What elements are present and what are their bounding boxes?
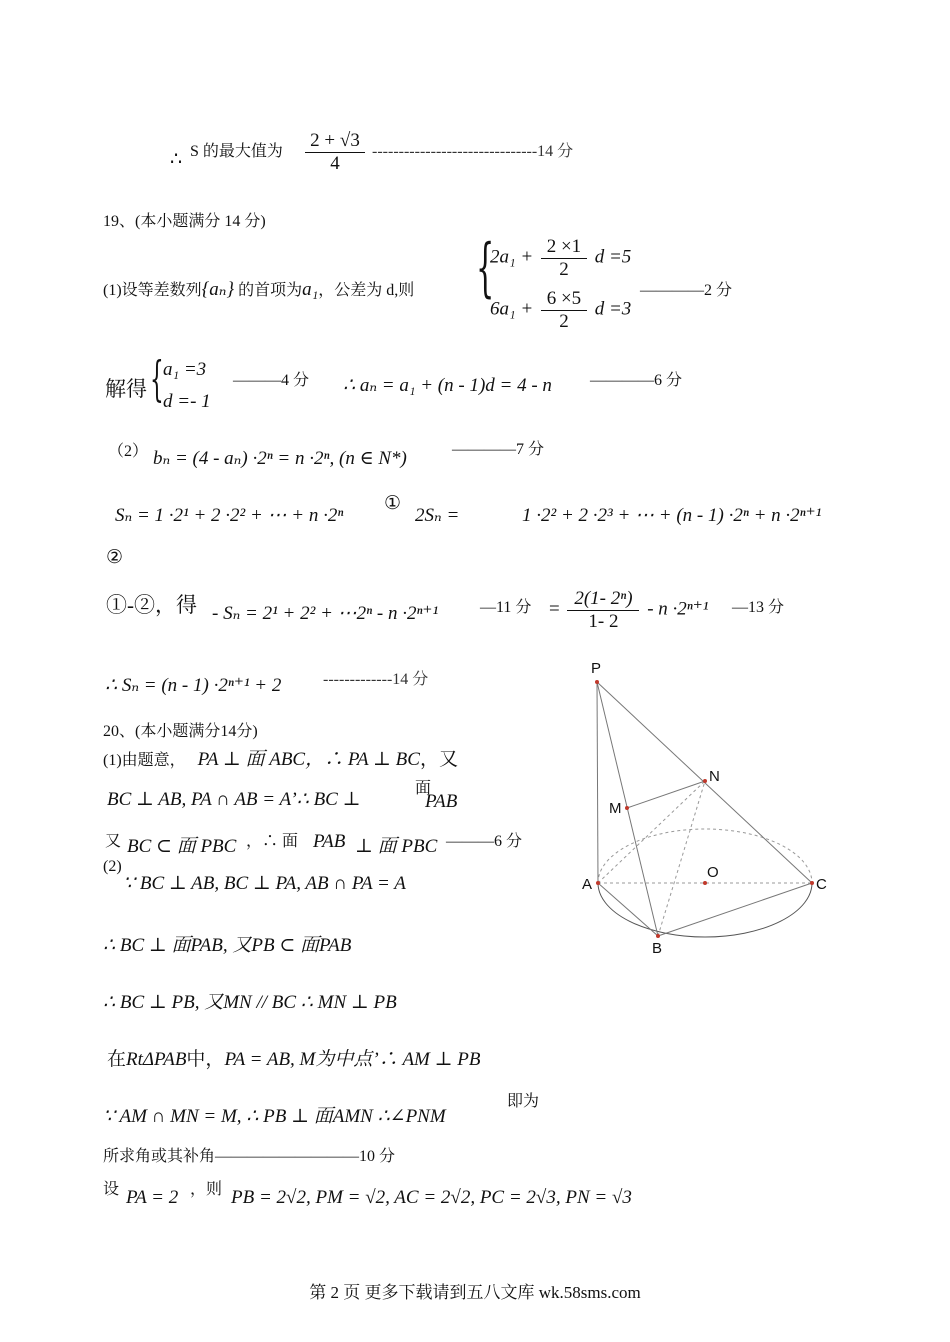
q20-line6: ∴ BC ⊥ PB, 又MN // BC ∴ MN ⊥ PB <box>103 992 397 1013</box>
l3-bc-subset: BC ⊂ 面 PBC <box>127 836 237 857</box>
label-P: P <box>591 660 602 677</box>
l7-zhong: 中， <box>186 1049 225 1070</box>
frac-tail: - n ·2ⁿ⁺¹ <box>647 598 709 620</box>
score-14-a: -------------------------------14 分 <box>372 143 574 160</box>
q20-line1 <box>103 744 458 771</box>
l1-you: ，又 <box>419 749 458 770</box>
l7-eq: PA = AB, M <box>224 1049 316 1070</box>
label-N: N <box>709 768 720 785</box>
solution-brace: { <box>150 351 164 407</box>
a1-symbol: a₁ <box>302 279 319 300</box>
l10-she: 设 <box>103 1181 120 1198</box>
point-N <box>703 779 707 783</box>
edge-AB <box>598 883 658 936</box>
sn-formula: Sₙ = 1 ·2¹ + 2 ·2² + ⋯ + n ·2ⁿ <box>115 505 344 526</box>
q19-p1-text: (1)设等差数列 <box>103 282 202 299</box>
q20-line8: ∵ AM ∩ MN = M, ∴ PB ⊥ 面AMN ∴∠PNM <box>103 1106 446 1127</box>
frac-num: 2(1- 2ⁿ) <box>567 588 639 611</box>
ellipse-back <box>598 829 812 883</box>
point-P <box>595 680 599 684</box>
two-sn-rhs: 1 ·2² + 2 ·2³ + ⋯ + (n - 1) ·2ⁿ + n ·2ⁿ⁺¹ <box>522 505 822 526</box>
q20-heading: 20、(本小题满分14分) <box>103 723 258 740</box>
circle-2: ② <box>106 547 124 568</box>
l7-rt: RtΔPAB <box>126 1049 187 1070</box>
q20-line4: ∵ BC ⊥ AB, BC ⊥ PA, AB ∩ PA = A <box>123 873 406 894</box>
l2-formula: BC ⊥ AB, PA ∩ AB = A <box>107 789 291 810</box>
score-6-q20: ———6 分 <box>446 833 523 850</box>
solution-a1: a₁ =3 <box>163 359 207 380</box>
sn-final: ∴ Sₙ = (n - 1) ·2ⁿ⁺¹ + 2 <box>105 675 282 696</box>
l2-therefore: ’∴ BC ⊥ <box>290 789 361 810</box>
two-sn: 2Sₙ = <box>415 505 460 526</box>
fraction-denominator: 4 <box>330 152 340 174</box>
eq1-den: 2 <box>559 258 569 280</box>
l1-pa-perp: PA ⊥ 面 ABC <box>197 749 306 770</box>
therefore-symbol: ∴ <box>170 149 183 170</box>
q19-p1-intro <box>103 277 414 301</box>
label-O: O <box>707 864 719 881</box>
frac-den: 1- 2 <box>588 610 619 632</box>
score-13: —13 分 <box>732 599 785 616</box>
l7-zai: 在 <box>107 1049 127 1070</box>
score-6: ————6 分 <box>590 372 683 389</box>
l3-therefore: ，∴ 面 <box>246 833 299 850</box>
label-M: M <box>609 800 622 817</box>
q20-line9: 所求角或其补角—————————10 分 <box>103 1148 396 1165</box>
label-C: C <box>816 876 827 893</box>
label-B: B <box>652 940 663 955</box>
l1-text: (1)由题意， <box>103 752 186 769</box>
eq1-left: 2a₁ + <box>490 246 534 268</box>
geometry-figure <box>570 655 835 955</box>
l3-you: 又 <box>105 833 122 850</box>
eq1-right: d =5 <box>594 246 632 268</box>
neg-sn-formula: - Sₙ = 2¹ + 2² + ⋯2ⁿ - n ·2ⁿ⁺¹ <box>212 603 439 624</box>
point-C <box>810 881 814 885</box>
edge-AN <box>598 781 705 883</box>
q20-line7 <box>107 1044 480 1071</box>
eq2-left: 6a₁ + <box>490 298 534 320</box>
score-11: —11 分 <box>480 599 532 616</box>
point-B <box>656 934 660 938</box>
circle-1: ① <box>384 493 402 514</box>
equals-sign: = <box>549 598 560 620</box>
l10-ze: ，则 <box>190 1181 223 1198</box>
l10-pa: PA = 2 <box>126 1187 179 1208</box>
q19-heading: 19、(本小题满分 14 分) <box>103 213 266 230</box>
q19-p1-text3: ，公差为 d,则 <box>318 282 415 299</box>
solution-d: d =- 1 <box>163 391 211 412</box>
edge-BN <box>658 781 705 936</box>
fraction-numerator: 2 + √3 <box>305 130 365 153</box>
l1-therefore: ，∴ PA ⊥ BC <box>305 749 420 770</box>
max-value-text: S 的最大值为 <box>190 143 283 160</box>
eq2-den: 2 <box>559 310 569 332</box>
l8-tail: 即为 <box>507 1093 540 1110</box>
eq2-num: 6 ×5 <box>541 288 587 311</box>
l2-mian: 面 <box>415 780 432 797</box>
point-O <box>703 881 707 885</box>
bn-formula: bₙ = (4 - aₙ) ·2ⁿ = n ·2ⁿ, (n ∈ N*) <box>153 448 407 469</box>
eq1-num: 2 ×1 <box>541 236 587 259</box>
eq2-right: d =3 <box>594 298 632 320</box>
page-footer: 第 2 页 更多下载请到五八文库 wk.58sms.com <box>309 1283 641 1302</box>
seq-an: {aₙ} <box>201 279 235 300</box>
l2-pab: PAB <box>425 791 458 812</box>
solve-label: 解得 <box>105 377 147 401</box>
q20-line5: ∴ BC ⊥ 面PAB, 又PB ⊂ 面PAB <box>103 935 352 956</box>
l7-mid: 为中点’∴ AM ⊥ PB <box>315 1049 481 1070</box>
equation-1 <box>490 236 631 281</box>
l3-pab: PAB <box>313 831 346 852</box>
q19-p2-label: （2） <box>108 443 149 460</box>
score-2: ————2 分 <box>640 282 733 299</box>
max-value-fraction <box>302 130 368 175</box>
system-brace: { <box>476 231 495 305</box>
score-7: ————7 分 <box>452 441 545 458</box>
edge-PA <box>597 682 598 883</box>
label-A: A <box>582 876 593 893</box>
edge-MN <box>627 781 705 808</box>
equation-2 <box>490 288 631 333</box>
score-4: ———4 分 <box>233 372 310 389</box>
subtract-label: ①-②，得 <box>106 593 197 617</box>
edge-BC <box>658 883 812 936</box>
l10-values: PB = 2√2, PM = √2, AC = 2√2, PC = 2√3, PN = √3 <box>231 1187 632 1208</box>
l3-perp-pbc: ⊥ 面 PBC <box>355 836 438 857</box>
q20-line2 <box>107 788 360 811</box>
ellipse-front <box>598 883 812 937</box>
point-A <box>596 881 600 885</box>
fraction-expression <box>549 588 709 633</box>
q19-p1-text2: 的首项为 <box>234 282 303 299</box>
point-M <box>625 806 629 810</box>
q20-p2-label: (2) <box>103 858 122 875</box>
an-formula: ∴ aₙ = a₁ + (n - 1)d = 4 - n <box>343 375 552 396</box>
score-14-b: -------------14 分 <box>323 671 429 688</box>
